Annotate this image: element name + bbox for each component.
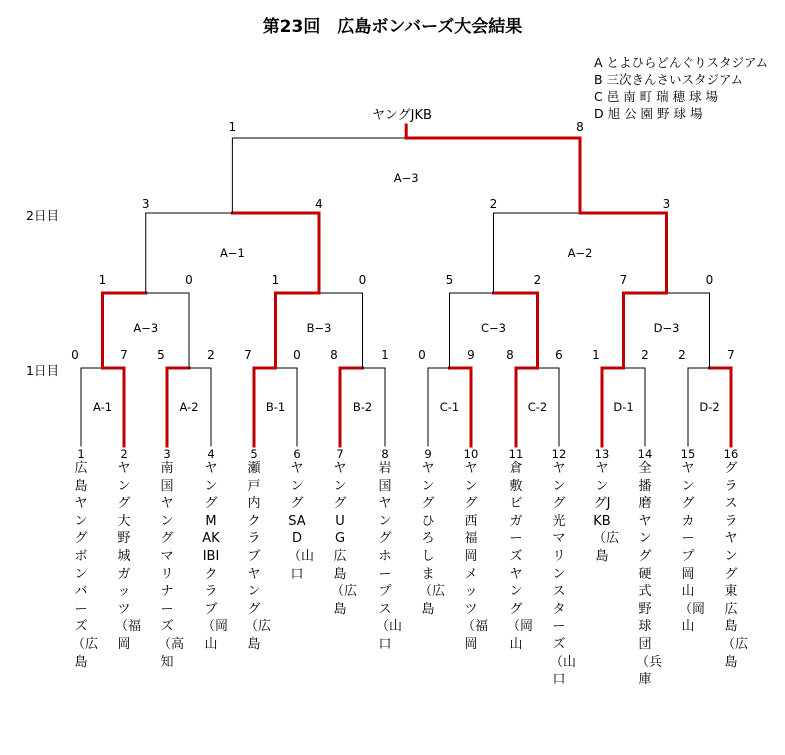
team-name: ヤングJKB（広島 [593, 461, 620, 564]
team-number: 16 [723, 447, 739, 461]
team-name: 岩国ヤングホープス（山口 [376, 461, 403, 652]
team-entry [288, 447, 315, 583]
match-label: A-1 [92, 400, 113, 414]
team-name: 広島ヤングボンバーズ（広島 [72, 461, 99, 670]
team-number: 7 [336, 447, 344, 461]
team-name: ヤングカープ岡山（岡山 [679, 461, 706, 635]
team-entry [679, 447, 706, 636]
team-number: 11 [508, 447, 524, 461]
team-number: 4 [207, 447, 215, 461]
score-label: 8 [330, 348, 338, 362]
match-label: A−3 [133, 321, 159, 335]
score-label: 5 [445, 273, 454, 287]
match-label: B-1 [265, 400, 286, 414]
score-label: 0 [358, 273, 367, 287]
match-label: B-2 [352, 400, 373, 414]
team-number: 9 [424, 447, 432, 461]
day1-label: 1日目 [26, 363, 59, 378]
team-number: 8 [381, 447, 389, 461]
team-number: 10 [463, 447, 479, 461]
team-name: ヤング光マリンスターズ（山口 [550, 461, 577, 688]
team-number: 12 [551, 447, 567, 461]
team-name: ヤングMAKIBIクラブ（岡山 [202, 461, 229, 652]
score-label: 0 [418, 348, 426, 362]
score-label: 5 [157, 348, 165, 362]
score-label: 2 [207, 348, 215, 362]
team-name: 南国ヤングマリナーズ（高知 [158, 461, 185, 670]
team-number: 3 [163, 447, 171, 461]
score-label: 7 [120, 348, 128, 362]
team-entry [507, 447, 534, 654]
team-entry [550, 447, 577, 689]
team-number: 2 [120, 447, 128, 461]
score-label: 7 [619, 273, 628, 287]
legend-venue-a: A とよひらどんぐりスタジアム [594, 55, 769, 70]
team-name: 倉敷ビガーズヤング（岡山 [507, 461, 534, 652]
team-entry [115, 447, 142, 654]
team-name: 瀬戸内クラブヤング（広島 [245, 461, 272, 652]
team-name: ヤング西福岡メッツ（福岡 [462, 461, 489, 652]
score-label: 6 [555, 348, 563, 362]
day2-label: 2日目 [26, 208, 59, 223]
team-number: 5 [250, 447, 258, 461]
score-label: 0 [185, 273, 193, 287]
score-label: 0 [71, 348, 79, 362]
legend-venue-d: D 旭 公 園 野 球 場 [594, 106, 703, 121]
score-label: 7 [244, 348, 252, 362]
score-label: 3 [662, 197, 671, 211]
score-label: 4 [315, 197, 323, 211]
team-name: ヤングSAD（山口 [288, 461, 315, 582]
score-label: 2 [678, 348, 686, 362]
page-title: 第23回 広島ボンバーズ大会結果 [262, 17, 523, 37]
match-label: C-1 [439, 400, 460, 414]
score-label: 1 [98, 273, 107, 287]
score-label: 1 [271, 273, 280, 287]
legend-venue-c: C 邑 南 町 瑞 穂 球 場 [594, 89, 719, 104]
team-name: グラスラヤング東広島（広島 [722, 461, 749, 670]
score-label: 0 [293, 348, 301, 362]
team-entry [722, 447, 749, 671]
score-label: 2 [533, 273, 542, 287]
team-entry [462, 447, 489, 654]
team-entry [593, 447, 620, 566]
team-name: ヤングひろしま（広島 [419, 461, 446, 617]
legend-venue-b: B 三次きんさいスタジアム [594, 72, 744, 87]
team-entry [202, 447, 229, 654]
score-label: 7 [727, 348, 735, 362]
score-label: 8 [576, 120, 584, 134]
score-label: 0 [705, 273, 714, 287]
team-number: 13 [594, 447, 610, 461]
team-entry [636, 447, 663, 689]
team-entry [245, 447, 272, 654]
score-label: 3 [141, 197, 150, 211]
score-label: 2 [641, 348, 649, 362]
score-label: 1 [592, 348, 600, 362]
score-label: 9 [467, 348, 475, 362]
match-label: D−3 [653, 321, 680, 335]
team-entry [331, 447, 358, 618]
team-number: 15 [680, 447, 696, 461]
match-label: A−1 [219, 246, 245, 260]
match-label: C-2 [527, 400, 548, 414]
team-name: ヤングUG広島（広島 [331, 461, 358, 617]
score-label: 1 [228, 120, 237, 134]
champion-label: ヤングJKB [372, 108, 432, 123]
team-number: 1 [77, 447, 85, 461]
team-name: ヤング大野城ガッツ（福岡 [115, 461, 142, 652]
team-number: 14 [637, 447, 653, 461]
match-label: D-1 [613, 400, 634, 414]
score-label: 1 [381, 348, 389, 362]
match-label: A−3 [393, 171, 419, 185]
match-label: C−3 [481, 321, 506, 335]
team-entry [158, 447, 185, 671]
match-label: D-2 [699, 400, 720, 414]
score-label: 2 [489, 197, 498, 211]
match-label: A−2 [567, 246, 593, 260]
team-entry [419, 447, 446, 618]
match-label: A-2 [179, 400, 199, 414]
team-entry [376, 447, 403, 654]
team-number: 6 [293, 447, 301, 461]
match-label: B−3 [306, 321, 332, 335]
score-label: 8 [506, 348, 514, 362]
team-name: 全播磨ヤング硬式野球団（兵庫 [636, 461, 663, 688]
team-entry [72, 447, 99, 671]
